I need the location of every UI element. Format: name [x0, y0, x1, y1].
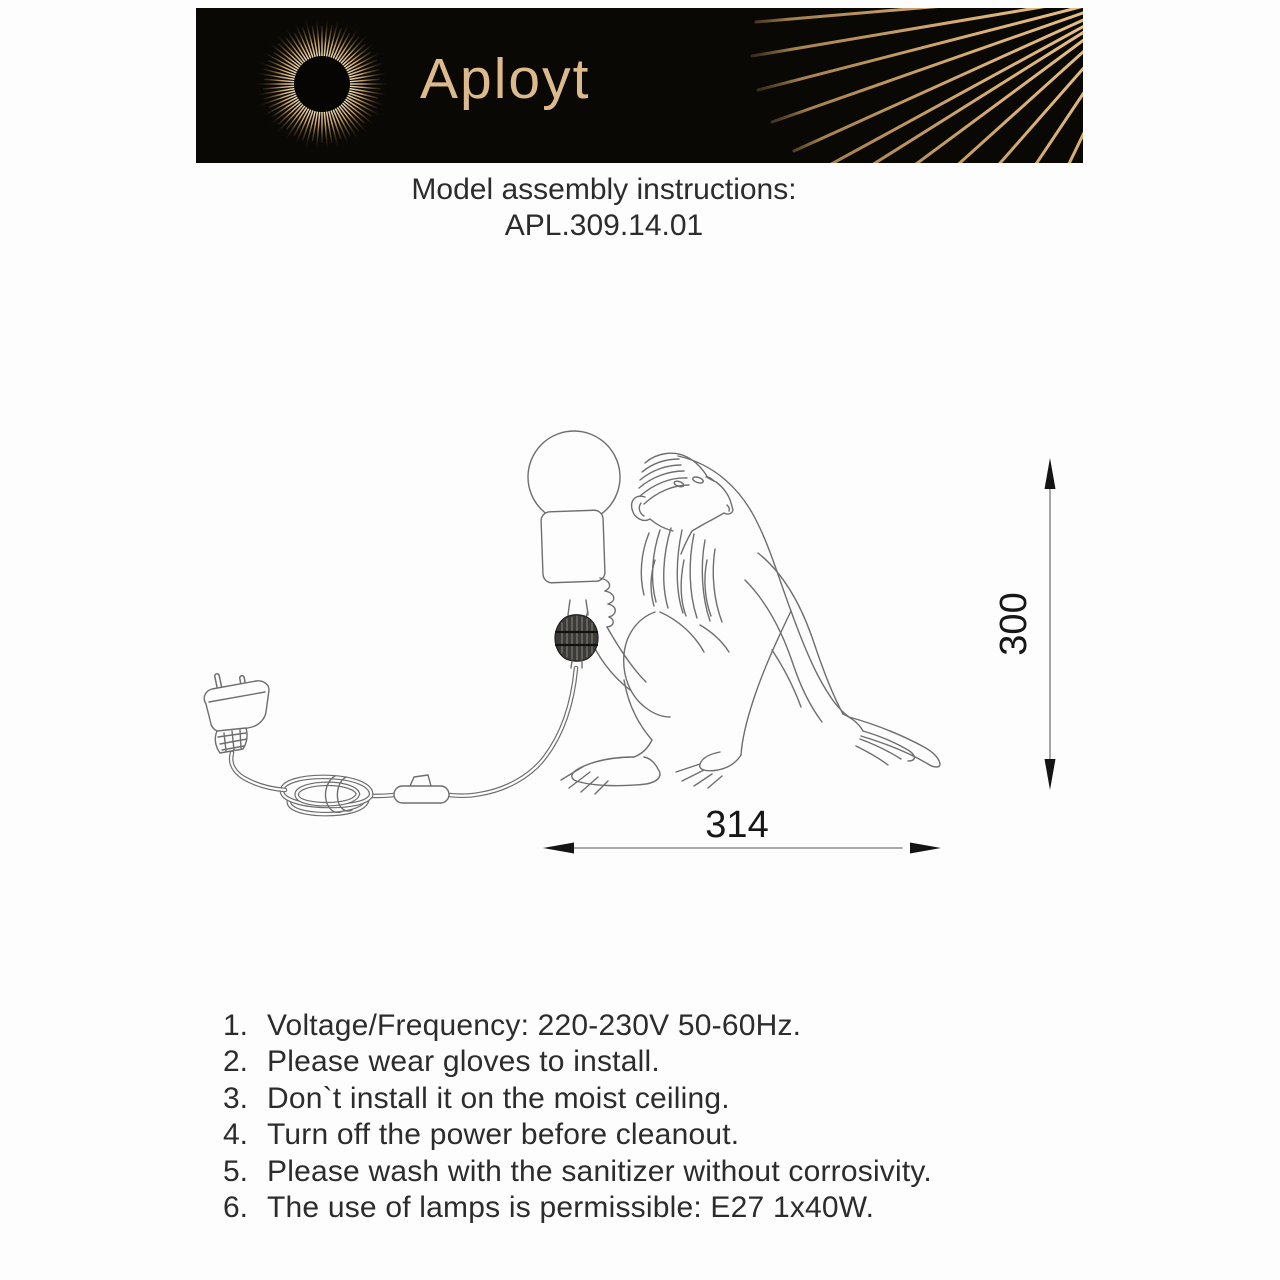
- instruction-number: 2.: [223, 1045, 249, 1079]
- header-art: [196, 8, 1083, 163]
- title-block: [104, 172, 1104, 244]
- instruction-text: Voltage/Frequency: 220-230V 50-60Hz.: [267, 1009, 802, 1042]
- width-dimension: [543, 804, 941, 854]
- starburst-center: [295, 57, 349, 111]
- model-number: APL.309.14.01: [504, 209, 704, 242]
- height-dimension-label: 300: [993, 592, 1035, 656]
- instruction-text: Please wear gloves to install.: [267, 1045, 660, 1079]
- monkey-figure: [561, 453, 940, 794]
- instruction-item: [223, 1044, 1053, 1080]
- instruction-text: Turn off the power before cleanout.: [267, 1118, 740, 1152]
- instruction-number: 1.: [223, 1009, 249, 1042]
- instruction-number: 5.: [223, 1154, 249, 1188]
- euro-plug: [204, 676, 285, 790]
- instruction-text: Please wash with the sanitizer without corrosivity.: [267, 1154, 932, 1188]
- instruction-number: 6.: [223, 1191, 249, 1225]
- lamp-socket: [541, 510, 605, 615]
- instruction-item: [223, 1154, 1053, 1190]
- inline-switch: [394, 775, 449, 803]
- instruction-number: 4.: [223, 1118, 249, 1152]
- brand-name: Aployt: [420, 47, 591, 111]
- power-cord: [371, 668, 576, 796]
- instruction-item: [223, 1008, 1053, 1044]
- instruction-number: 3.: [223, 1081, 249, 1115]
- width-dimension-label: 314: [705, 804, 769, 846]
- instruction-text: The use of lamps is permissible: E27 1x40W.: [267, 1191, 875, 1225]
- instructions-list: [223, 1008, 1053, 1226]
- doc-title: Model assembly instructions:: [411, 173, 797, 206]
- instruction-item: [223, 1117, 1053, 1153]
- instruction-item: [223, 1190, 1053, 1226]
- cord-grip: [555, 615, 598, 668]
- corner-rays-icon: [752, 8, 1083, 163]
- height-dimension: [993, 458, 1056, 790]
- instruction-item: [223, 1081, 1053, 1117]
- brand-header: [196, 8, 1083, 163]
- cord-coil: [282, 776, 371, 814]
- light-bulb: [528, 431, 620, 523]
- assembly-diagram: [190, 415, 1090, 890]
- instruction-text: Don`t install it on the moist ceiling.: [267, 1081, 730, 1115]
